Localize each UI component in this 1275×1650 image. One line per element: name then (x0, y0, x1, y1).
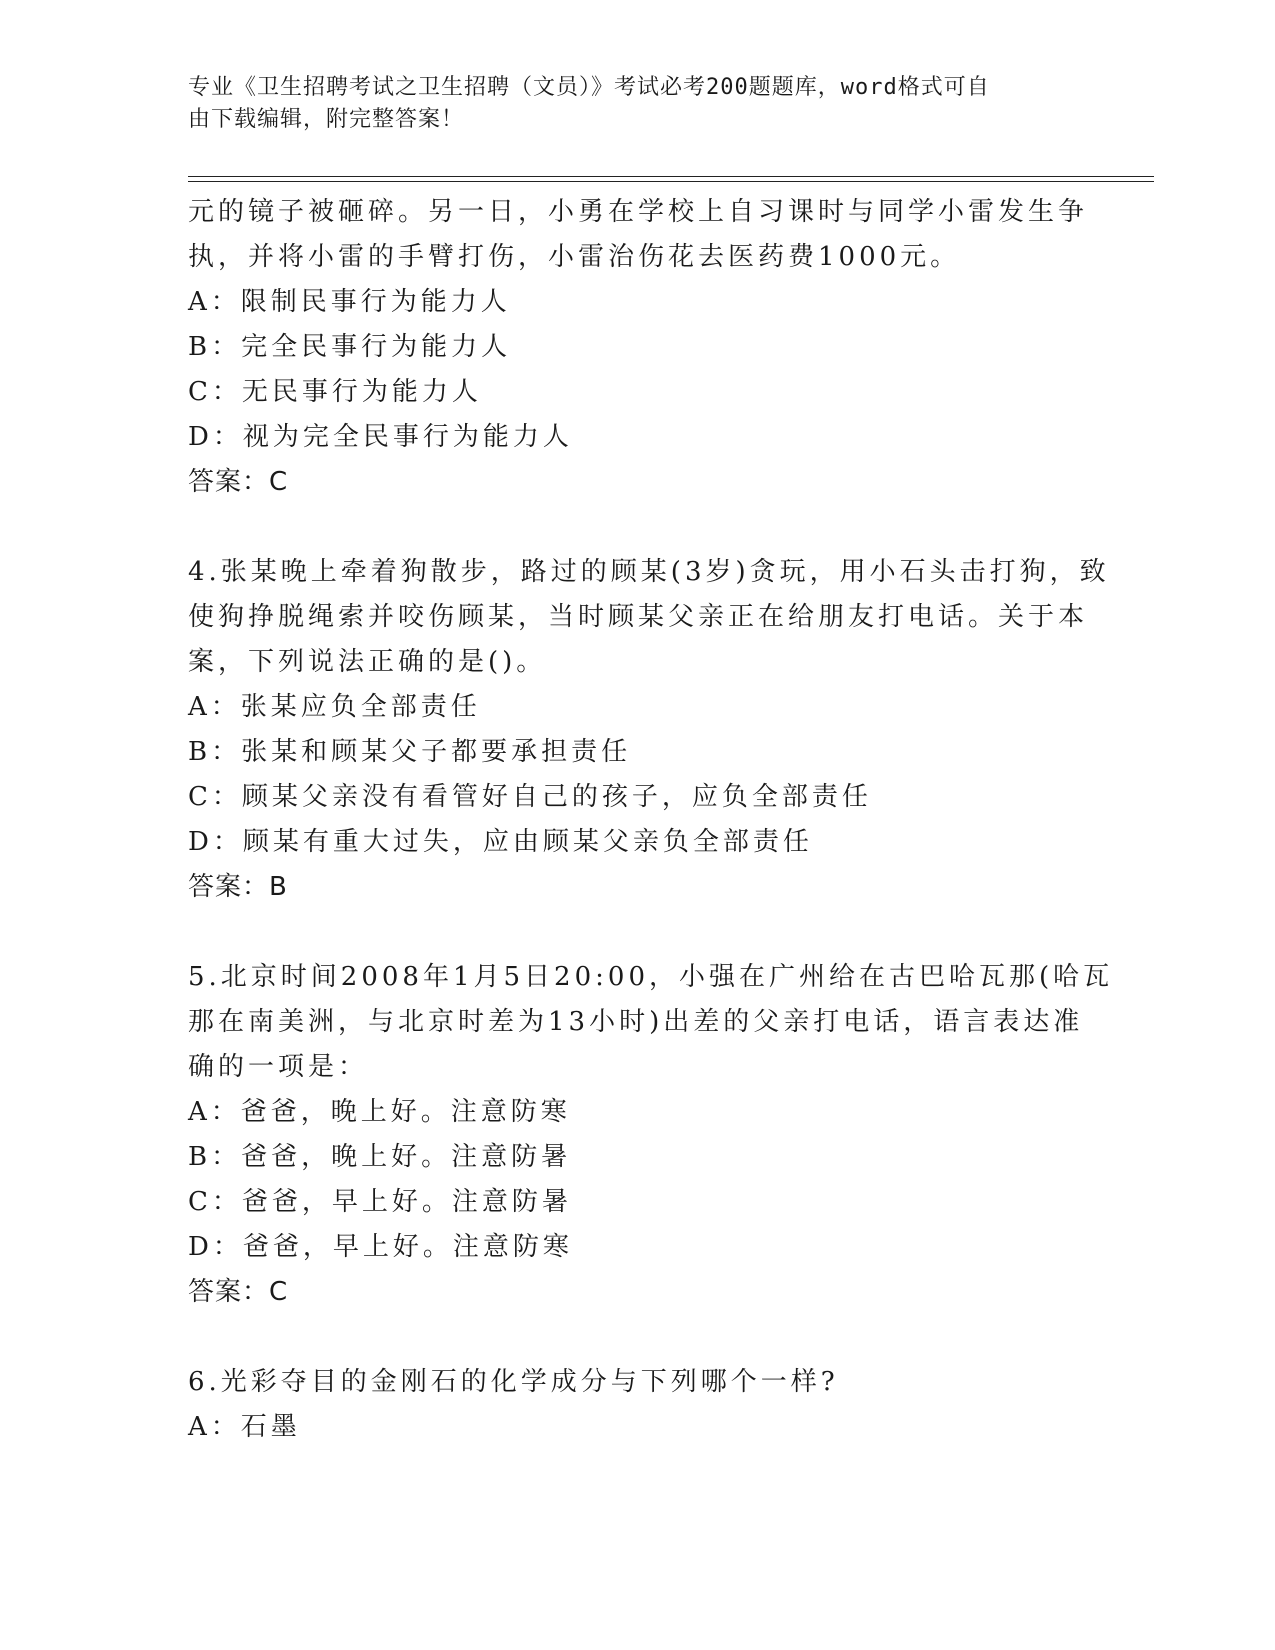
option-c: C：爸爸，早上好。注意防暑 (188, 1187, 572, 1217)
question-stem-line: 那在南美洲，与北京时差为13小时)出差的父亲打电话，语言表达准 (188, 1007, 1084, 1037)
option-c: C：无民事行为能力人 (188, 377, 482, 407)
question-5 (188, 955, 1114, 1315)
question-stem-line: 5.北京时间2008年1月5日20:00，小强在广州给在古巴哈瓦那(哈瓦 (188, 962, 1114, 992)
spacer (188, 505, 1088, 550)
question-3 (188, 190, 1088, 505)
question-stem-line: 4.张某晚上牵着狗散步，路过的顾某(3岁)贪玩，用小石头击打狗，致 (188, 557, 1110, 587)
answer-text: 答案：C (188, 467, 289, 497)
question-stem-line: 确的一项是： (188, 1052, 369, 1082)
option-b: B：爸爸，晚上好。注意防暑 (188, 1142, 572, 1172)
option-a: A：限制民事行为能力人 (188, 287, 511, 317)
header-title-line-1: 专业《卫生招聘考试之卫生招聘（文员）》考试必考200题题库，word格式可自 (188, 75, 990, 100)
question-stem-line: 6.光彩夺目的金刚石的化学成分与下列哪个一样? (188, 1367, 839, 1397)
question-4 (188, 550, 1110, 910)
option-a: A：爸爸，晚上好。注意防寒 (188, 1097, 571, 1127)
option-a: A：张某应负全部责任 (188, 692, 481, 722)
question-stem-line: 执，并将小雷的手臂打伤，小雷治伤花去医药费1000元。 (188, 242, 961, 272)
spacer (188, 1315, 1088, 1360)
answer-text: 答案：B (188, 872, 288, 902)
option-d: D：视为完全民事行为能力人 (188, 422, 573, 452)
header-title-line-2: 由下载编辑，附完整答案！ (188, 107, 465, 132)
option-b: B：完全民事行为能力人 (188, 332, 512, 362)
option-d: D：顾某有重大过失，应由顾某父亲负全部责任 (188, 827, 813, 857)
answer-text: 答案：C (188, 1277, 289, 1307)
question-stem-line: 元的镜子被砸碎。另一日，小勇在学校上自习课时与同学小雷发生争 (188, 197, 1089, 227)
spacer (188, 910, 1088, 955)
question-stem-line: 案，下列说法正确的是()。 (188, 647, 547, 677)
option-d: D：爸爸，早上好。注意防寒 (188, 1232, 573, 1262)
option-a: A：石墨 (188, 1412, 301, 1442)
option-c: C：顾某父亲没有看管好自己的孩子，应负全部责任 (188, 782, 872, 812)
question-list (188, 190, 1114, 1450)
document-header (188, 72, 1068, 136)
header-divider-bottom (188, 181, 1154, 182)
question-6 (188, 1360, 1088, 1450)
option-b: B：张某和顾某父子都要承担责任 (188, 737, 632, 767)
question-stem-line: 使狗挣脱绳索并咬伤顾某，当时顾某父亲正在给朋友打电话。关于本 (188, 602, 1089, 632)
header-divider-top (188, 176, 1154, 177)
